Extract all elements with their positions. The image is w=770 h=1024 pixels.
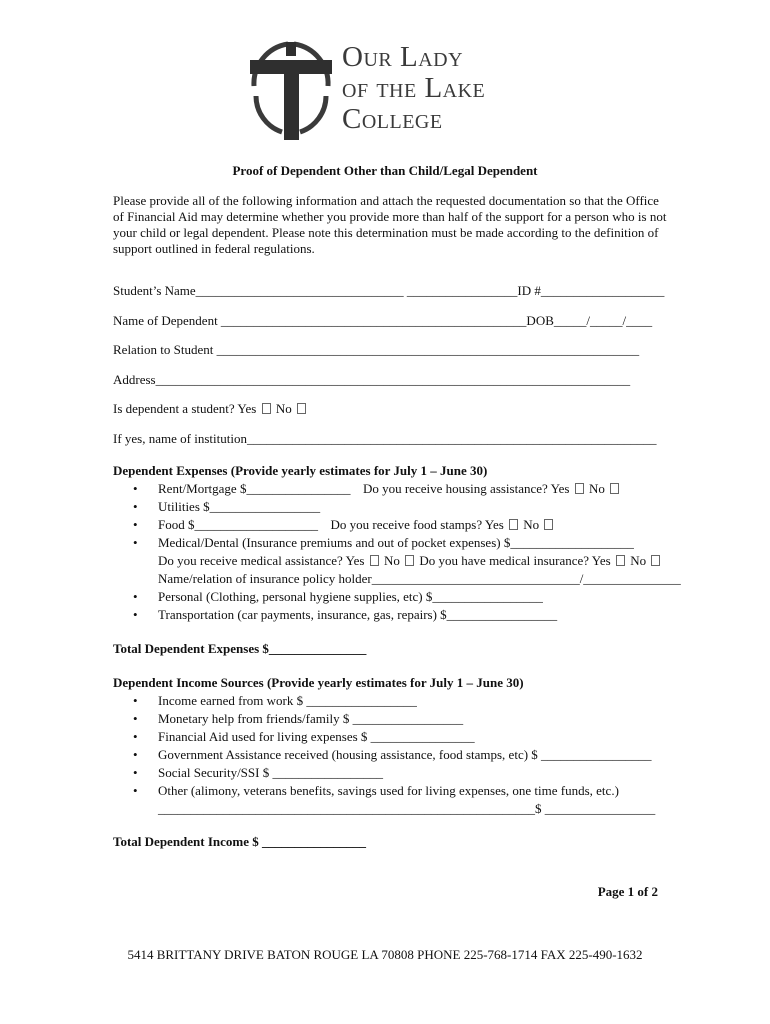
is-student-label: Is dependent a student? Yes [113,401,257,416]
housing-question: Do you receive housing assistance? Yes [362,481,570,496]
is-student-question [113,401,308,417]
expenses-heading: Dependent Expenses (Provide yearly estimates for July 1 – June 30) [113,463,488,478]
insurance-yes-checkbox[interactable] [616,555,625,566]
list-item: • Utilities $_________________ [133,499,321,514]
list-item: • Monetary help from friends/family $ _________________ [133,711,464,726]
logo-line-3: College [342,103,443,135]
list-item: • Government Assistance received (housing assistance, food stamps, etc) $ _________________ [133,747,652,762]
list-item: • Personal (Clothing, personal hygiene supplies, etc) $_________________ [133,589,543,604]
no-label: No [588,481,605,496]
list-item: • Food $___________________ Do you receive food stamps? Yes No [133,517,555,533]
cross-emblem-icon [248,38,334,142]
no-label: No [523,517,540,532]
intro-paragraph: Please provide all of the following information and attach the requested documentation so that the Office of Financial Aid may determine whether you provide more than half of the support for a person who is not your child or legal dependent. Please note this determination must be made according to the definition of support outlined in federal regulations. [113,193,667,256]
food-stamps-question: Do you receive food stamps? Yes [330,517,504,532]
dependent-name-field[interactable]: Name of Dependent _______________________________________________DOB_____/_____/____ [113,313,653,328]
medical-assist-yes-checkbox[interactable] [370,555,379,566]
transportation-field[interactable]: Transportation (car payments, insurance, gas, repairs) $_________________ [158,607,558,622]
form-title: Proof of Dependent Other than Child/Legal Dependent [232,163,538,178]
income-heading: Dependent Income Sources (Provide yearly estimates for July 1 – June 30) [113,675,524,690]
food-no-checkbox[interactable] [544,519,553,530]
institution-field[interactable]: If yes, name of institution_______________________________________________________________ [113,431,657,446]
list-item: • Other (alimony, veterans benefits, savings used for living expenses, one time funds, etc.) [133,783,619,798]
logo-wordmark [342,42,485,135]
list-item: • Rent/Mortgage $________________ Do you receive housing assistance? Yes No [133,481,621,497]
income-family-field[interactable]: Monetary help from friends/family $ _________________ [158,711,464,726]
income-other-label: Other (alimony, veterans benefits, savings used for living expenses, one time funds, etc.) [158,783,619,798]
insurance-no-checkbox[interactable] [651,555,660,566]
list-item: • Social Security/SSI $ _________________ [133,765,383,780]
total-income-field[interactable]: Total Dependent Income $ ________________ [113,834,367,849]
medical-assistance-question: Do you receive medical assistance? Yes [158,553,365,568]
medical-questions [158,553,662,569]
medical-assist-no-checkbox[interactable] [405,555,414,566]
medical-insurance-question: Do you have medical insurance? Yes [419,553,611,568]
no-label: No [275,401,292,416]
food-field[interactable]: Food $___________________ [158,517,318,532]
list-item: • Transportation (car payments, insurance, gas, repairs) $_________________ [133,607,558,622]
college-logo [248,38,518,142]
income-other-field[interactable]: __________________________________________________________$ _________________ [158,801,656,816]
total-expenses-field[interactable]: Total Dependent Expenses $_______________ [113,641,367,656]
no-label: No [384,553,400,568]
personal-field[interactable]: Personal (Clothing, personal hygiene supplies, etc) $_________________ [158,589,543,604]
insurance-holder-field[interactable]: Name/relation of insurance policy holder________________________________/_______________ [158,571,681,586]
logo-line-1: Our Lady [342,41,464,73]
medical-field[interactable]: Medical/Dental (Insurance premiums and out of pocket expenses) $___________________ [158,535,634,550]
rent-field[interactable]: Rent/Mortgage $________________ [158,481,351,496]
list-item: • Financial Aid used for living expenses $ ________________ [133,729,475,744]
student-name-field[interactable]: Student’s Name________________________________ _________________ID #___________________ [113,283,665,298]
housing-yes-checkbox[interactable] [575,483,584,494]
yes-checkbox[interactable] [262,403,271,414]
page-number: Page 1 of 2 [597,884,658,899]
footer-address: 5414 BRITTANY DRIVE BATON ROUGE LA 70808 PHONE 225-768-1714 FAX 225-490-1632 [127,947,643,962]
no-label: No [630,553,647,568]
address-field[interactable]: Address_________________________________________________________________________ [113,372,631,387]
list-item: • Income earned from work $ _________________ [133,693,417,708]
no-checkbox[interactable] [297,403,306,414]
relation-field[interactable]: Relation to Student _________________________________________________________________ [113,342,640,357]
income-ssi-field[interactable]: Social Security/SSI $ _________________ [158,765,383,780]
income-government-field[interactable]: Government Assistance received (housing assistance, food stamps, etc) $ _________________ [158,747,652,762]
income-work-field[interactable]: Income earned from work $ _________________ [158,693,417,708]
utilities-field[interactable]: Utilities $_________________ [158,499,321,514]
logo-line-2: of the Lake [342,72,486,104]
income-financial-aid-field[interactable]: Financial Aid used for living expenses $ ________________ [158,729,475,744]
food-yes-checkbox[interactable] [509,519,518,530]
housing-no-checkbox[interactable] [610,483,619,494]
list-item: • Medical/Dental (Insurance premiums and out of pocket expenses) $___________________ [133,535,634,550]
